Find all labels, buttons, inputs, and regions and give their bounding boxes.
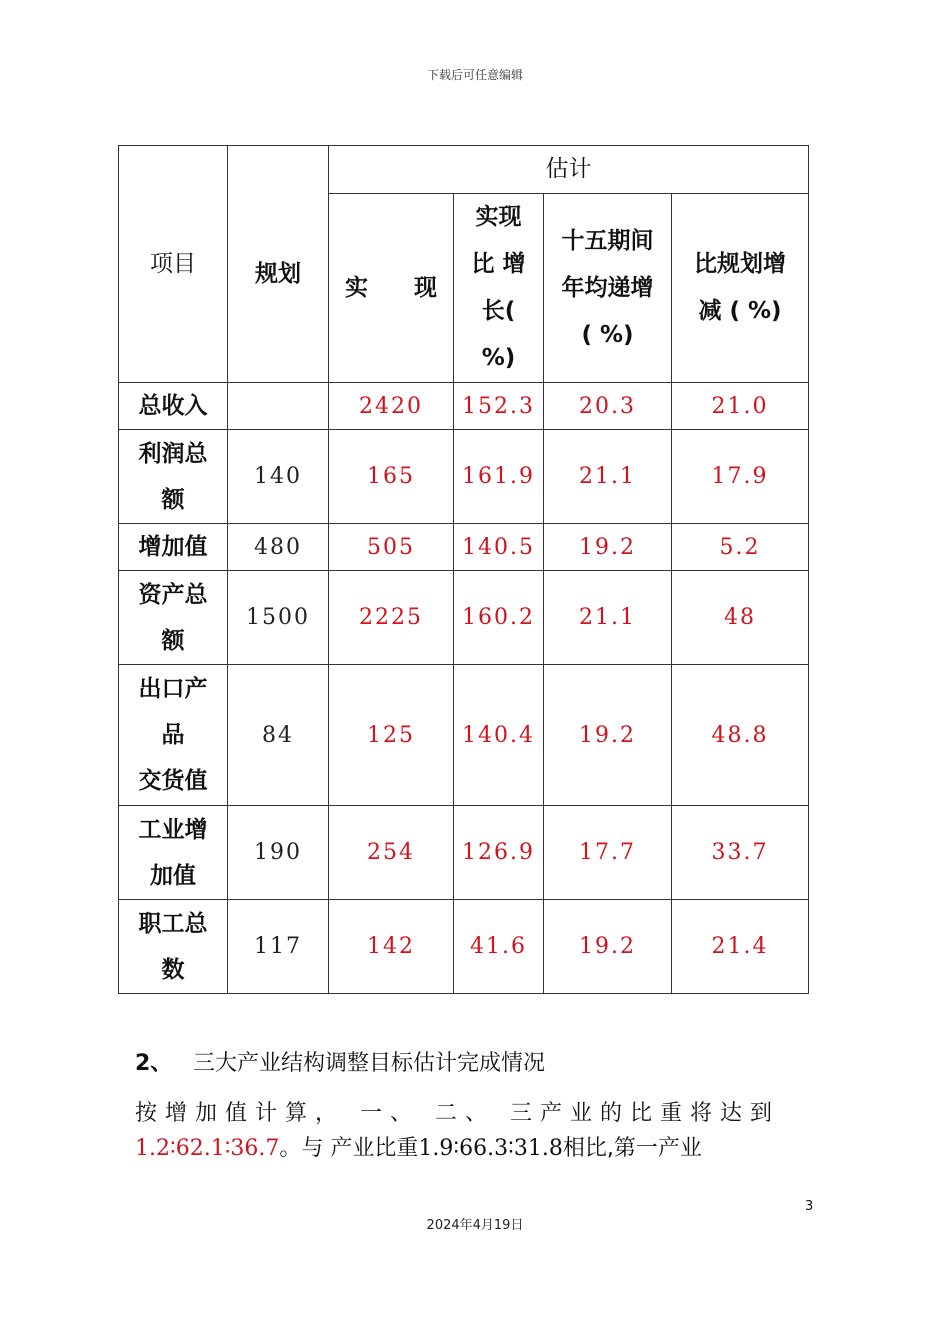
- cell-avg: 19.2: [544, 900, 672, 994]
- header-avg-line: 十五期间: [561, 227, 654, 254]
- header-growth-line: 实现: [475, 204, 522, 230]
- page-footer-date: 2024年4月19日: [426, 1218, 524, 1233]
- table-row: [119, 665, 809, 806]
- row-label: [119, 524, 228, 571]
- cell-plan: 190: [228, 806, 329, 900]
- table-row: [119, 430, 809, 524]
- row-label-line: 增加值: [138, 534, 208, 560]
- cell-plan: 140: [228, 430, 329, 524]
- paragraph-line-1: 按增加值计算， 一、 二、 三产业的比重将达到: [135, 1101, 780, 1126]
- cell-avg: 21.1: [544, 571, 672, 665]
- cell-plan: 84: [228, 665, 329, 806]
- row-label-line: 职工总: [138, 910, 208, 937]
- row-label: [119, 665, 228, 806]
- ratio-new: 1.2∶62.1∶36.7: [135, 1136, 280, 1161]
- row-label: [119, 571, 228, 665]
- row-label-line: 额: [161, 627, 185, 654]
- row-label-line: 数: [161, 956, 185, 983]
- cell-diff: 21.4: [672, 900, 809, 994]
- header-growth-line: 比 增: [471, 251, 526, 277]
- row-label-line: 品: [161, 722, 185, 748]
- header-diff-line: 减 ( %): [698, 298, 782, 324]
- cell-diff: 48.8: [672, 665, 809, 806]
- cell-diff: 33.7: [672, 806, 809, 900]
- cell-growth: 41.6: [454, 900, 544, 994]
- header-diff: [672, 194, 809, 383]
- header-item: 项目: [119, 146, 228, 383]
- section-heading: [135, 1046, 545, 1077]
- row-label-line: 加值: [150, 862, 196, 889]
- cell-avg: 19.2: [544, 524, 672, 571]
- page-number: 3: [805, 1199, 814, 1214]
- data-table: [118, 145, 809, 994]
- row-label-line: 交货值: [138, 768, 208, 794]
- row-label-line: 工业增: [138, 816, 208, 843]
- cell-actual: 142: [329, 900, 454, 994]
- cell-avg: 21.1: [544, 430, 672, 524]
- cell-growth: 160.2: [454, 571, 544, 665]
- row-label-line: 资产总: [138, 581, 208, 608]
- cell-actual: 505: [329, 524, 454, 571]
- cell-growth: 126.9: [454, 806, 544, 900]
- cell-actual: 125: [329, 665, 454, 806]
- header-actual: 实 现: [329, 194, 454, 383]
- table-row: [119, 900, 809, 994]
- cell-diff: 21.0: [672, 383, 809, 430]
- header-growth-line: 长(: [481, 298, 516, 324]
- cell-avg: 20.3: [544, 383, 672, 430]
- cell-diff: 48: [672, 571, 809, 665]
- row-label-line: 额: [161, 486, 185, 513]
- cell-plan: [228, 383, 329, 430]
- table-row: [119, 806, 809, 900]
- cell-plan: 480: [228, 524, 329, 571]
- paragraph-mid: 。与 产业比重: [279, 1136, 419, 1161]
- table-row: [119, 571, 809, 665]
- cell-diff: 5.2: [672, 524, 809, 571]
- paragraph-line-2: [135, 1131, 702, 1162]
- table-row: [119, 383, 809, 430]
- row-label-line: 出口产: [138, 676, 208, 702]
- cell-plan: 1500: [228, 571, 329, 665]
- header-avg-growth: [544, 194, 672, 383]
- cell-diff: 17.9: [672, 430, 809, 524]
- cell-actual: 2225: [329, 571, 454, 665]
- header-plan: 规划: [228, 146, 329, 383]
- cell-growth: 140.5: [454, 524, 544, 571]
- cell-actual: 165: [329, 430, 454, 524]
- row-label: [119, 383, 228, 430]
- header-diff-line: 比规划增: [694, 251, 786, 277]
- cell-avg: 19.2: [544, 665, 672, 806]
- section-number: 2、: [135, 1051, 173, 1076]
- row-label: [119, 806, 228, 900]
- cell-growth: 161.9: [454, 430, 544, 524]
- header-growth: [454, 194, 544, 383]
- header-growth-line: %): [481, 345, 516, 371]
- table-row: [119, 524, 809, 571]
- cell-actual: 2420: [329, 383, 454, 430]
- page-header: 下载后可任意编辑: [426, 68, 523, 82]
- ratio-old: 1.9∶66.3∶31.8: [418, 1136, 563, 1161]
- section-title: 三大产业结构调整目标估计完成情况: [193, 1051, 546, 1076]
- row-label: [119, 430, 228, 524]
- paragraph-tail: 相比,第一产业: [562, 1136, 702, 1161]
- cell-growth: 152.3: [454, 383, 544, 430]
- cell-growth: 140.4: [454, 665, 544, 806]
- cell-plan: 117: [228, 900, 329, 994]
- header-avg-line: ( %): [581, 321, 634, 348]
- cell-actual: 254: [329, 806, 454, 900]
- row-label: [119, 900, 228, 994]
- header-estimate: 估计: [329, 146, 809, 194]
- row-label-line: 总收入: [138, 393, 208, 419]
- header-avg-line: 年均递增: [561, 274, 654, 301]
- cell-avg: 17.7: [544, 806, 672, 900]
- row-label-line: 利润总: [138, 440, 208, 467]
